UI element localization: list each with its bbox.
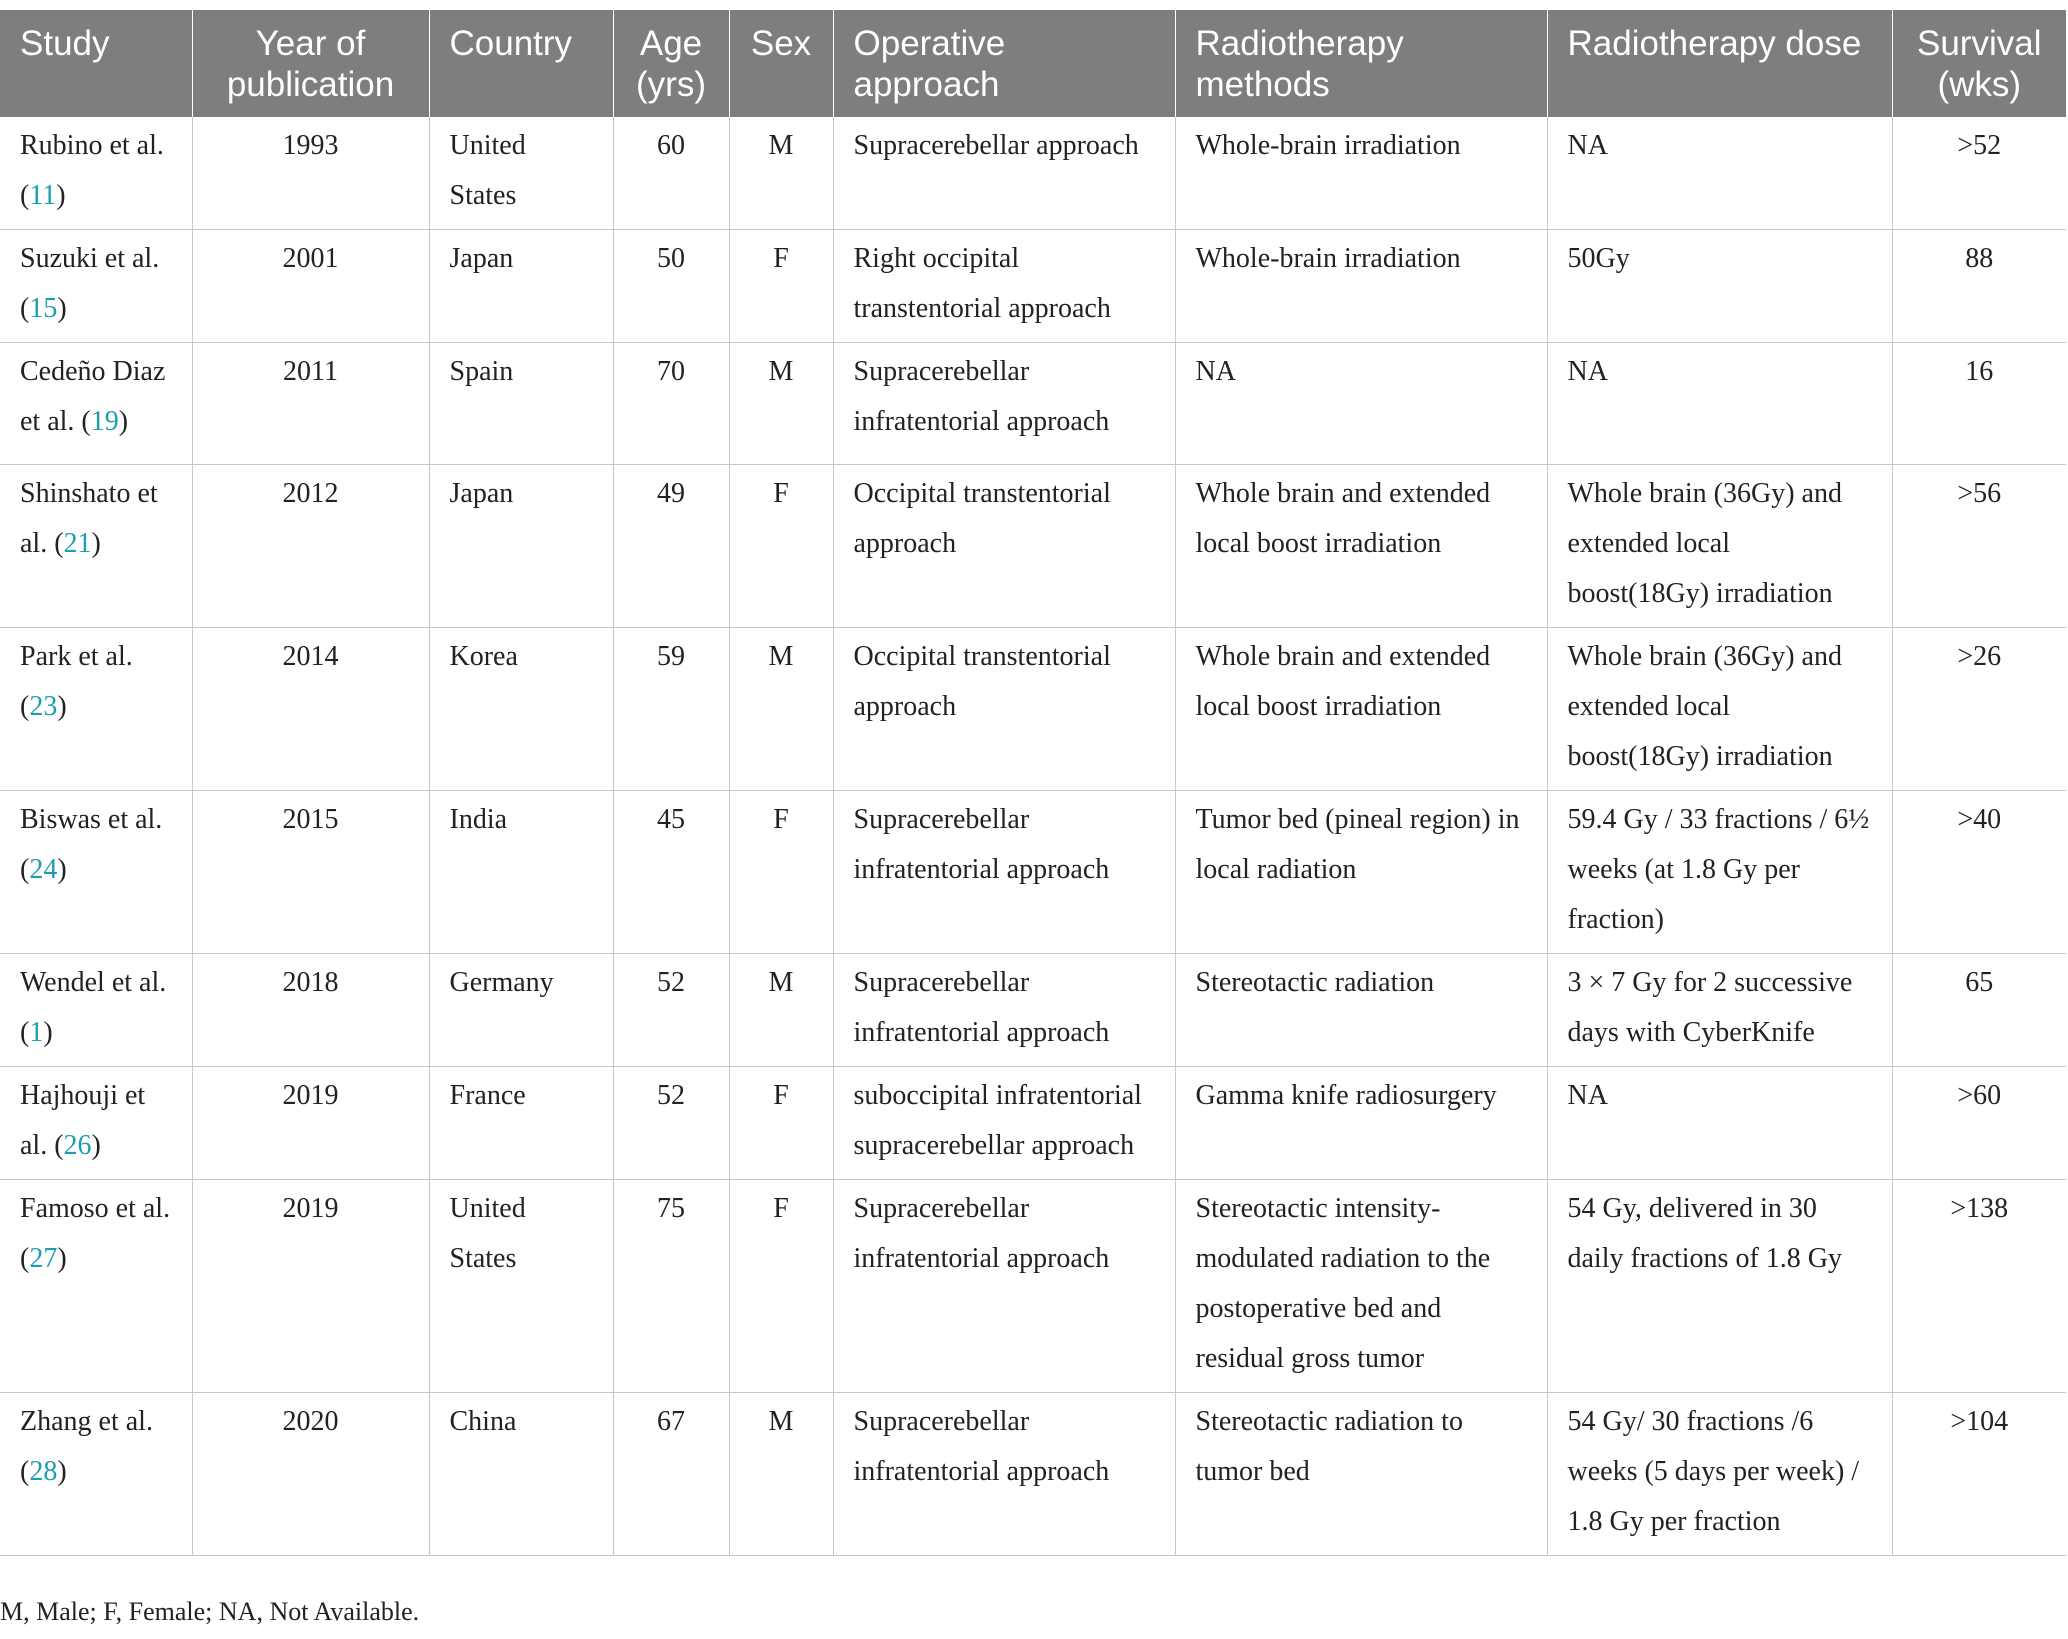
cell-operative-approach: Supracerebellar approach — [833, 117, 1175, 230]
cell-year: 2011 — [192, 343, 429, 465]
header-survival: Survival (wks) — [1892, 10, 2066, 117]
case-reports-table — [0, 10, 2066, 1556]
cell-survival: >40 — [1892, 791, 2066, 954]
cell-radiotherapy-dose: Whole brain (36Gy) and extended local boost(18Gy) irradiation — [1547, 628, 1892, 791]
cell-sex: F — [729, 791, 833, 954]
cell-sex: M — [729, 343, 833, 465]
cell-radiotherapy-dose: 59.4 Gy / 33 fractions / 6½ weeks (at 1.8 Gy per fraction) — [1547, 791, 1892, 954]
cell-operative-approach: Occipital transtentorial approach — [833, 465, 1175, 628]
cell-country: Japan — [429, 465, 613, 628]
header-row — [0, 10, 2066, 117]
cell-sex: M — [729, 117, 833, 230]
reference-link[interactable]: 21 — [63, 528, 92, 559]
cell-operative-approach: Supracerebellar infratentorial approach — [833, 791, 1175, 954]
study-author: Park et al. — [20, 641, 133, 672]
table-row — [0, 1180, 2066, 1393]
table-row — [0, 628, 2066, 791]
cell-study: Rubino et al. (11) — [0, 117, 192, 230]
cell-sex: F — [729, 230, 833, 343]
cell-radiotherapy-method: Stereotactic radiation — [1175, 954, 1547, 1067]
cell-country: India — [429, 791, 613, 954]
cell-age: 50 — [613, 230, 729, 343]
cell-study: Zhang et al. (28) — [0, 1393, 192, 1556]
cell-radiotherapy-method: Stereotactic intensity-modulated radiation to the postoperative bed and residual gross tumor — [1175, 1180, 1547, 1393]
cell-age: 49 — [613, 465, 729, 628]
cell-survival: >56 — [1892, 465, 2066, 628]
table-header — [0, 10, 2066, 117]
reference-link[interactable]: 24 — [29, 854, 58, 885]
study-author: Zhang et al. — [20, 1406, 153, 1437]
cell-study: Famoso et al. (27) — [0, 1180, 192, 1393]
cell-year: 1993 — [192, 117, 429, 230]
study-author: Famoso et al. — [20, 1193, 171, 1224]
cell-sex: M — [729, 1393, 833, 1556]
cell-study: Cedeño Diaz et al. (19) — [0, 343, 192, 465]
table-row — [0, 117, 2066, 230]
cell-year: 2014 — [192, 628, 429, 791]
cell-operative-approach: Supracerebellar infratentorial approach — [833, 343, 1175, 465]
cell-study: Wendel et al. (1) — [0, 954, 192, 1067]
cell-age: 67 — [613, 1393, 729, 1556]
reference-link[interactable]: 1 — [29, 1017, 44, 1048]
study-author: Hajhouji et al. — [20, 1080, 146, 1161]
cell-country: Germany — [429, 954, 613, 1067]
reference-link[interactable]: 15 — [29, 293, 58, 324]
cell-study: Shinshato et al. (21) — [0, 465, 192, 628]
cell-study: Hajhouji et al. (26) — [0, 1067, 192, 1180]
study-author: Shinshato et al. — [20, 478, 158, 559]
cell-age: 52 — [613, 954, 729, 1067]
cell-year: 2015 — [192, 791, 429, 954]
cell-study: Park et al. (23) — [0, 628, 192, 791]
cell-radiotherapy-method: Whole-brain irradiation — [1175, 230, 1547, 343]
cell-year: 2020 — [192, 1393, 429, 1556]
reference-link[interactable]: 28 — [29, 1456, 58, 1487]
cell-survival: 16 — [1892, 343, 2066, 465]
cell-country: China — [429, 1393, 613, 1556]
cell-radiotherapy-dose: NA — [1547, 117, 1892, 230]
cell-survival: 65 — [1892, 954, 2066, 1067]
cell-sex: M — [729, 628, 833, 791]
cell-survival: >26 — [1892, 628, 2066, 791]
cell-year: 2001 — [192, 230, 429, 343]
header-sex: Sex — [729, 10, 833, 117]
header-study: Study — [0, 10, 192, 117]
cell-radiotherapy-dose: 50Gy — [1547, 230, 1892, 343]
cell-survival: >60 — [1892, 1067, 2066, 1180]
cell-operative-approach: suboccipital infratentorial supracerebellar approach — [833, 1067, 1175, 1180]
cell-age: 75 — [613, 1180, 729, 1393]
table-row — [0, 954, 2066, 1067]
cell-sex: F — [729, 465, 833, 628]
cell-sex: F — [729, 1067, 833, 1180]
cell-operative-approach: Supracerebellar infratentorial approach — [833, 1393, 1175, 1556]
cell-country: United States — [429, 117, 613, 230]
cell-country: Spain — [429, 343, 613, 465]
header-operative-approach: Operative approach — [833, 10, 1175, 117]
cell-country: United States — [429, 1180, 613, 1393]
cell-radiotherapy-dose: Whole brain (36Gy) and extended local boost(18Gy) irradiation — [1547, 465, 1892, 628]
header-radiotherapy-methods: Radiotherapy methods — [1175, 10, 1547, 117]
cell-survival: >104 — [1892, 1393, 2066, 1556]
reference-link[interactable]: 11 — [29, 180, 57, 211]
reference-link[interactable]: 23 — [29, 691, 58, 722]
table-row — [0, 465, 2066, 628]
study-author: Wendel et al. — [20, 967, 167, 998]
cell-year: 2019 — [192, 1180, 429, 1393]
cell-sex: M — [729, 954, 833, 1067]
cell-radiotherapy-dose: 3 × 7 Gy for 2 successive days with CyberKnife — [1547, 954, 1892, 1067]
cell-radiotherapy-method: NA — [1175, 343, 1547, 465]
cell-country: Japan — [429, 230, 613, 343]
cell-radiotherapy-method: Gamma knife radiosurgery — [1175, 1067, 1547, 1180]
header-country: Country — [429, 10, 613, 117]
reference-link[interactable]: 26 — [63, 1130, 92, 1161]
cell-age: 70 — [613, 343, 729, 465]
cell-radiotherapy-method: Whole brain and extended local boost irradiation — [1175, 465, 1547, 628]
cell-country: France — [429, 1067, 613, 1180]
data-table-container — [0, 10, 2066, 1556]
cell-country: Korea — [429, 628, 613, 791]
cell-survival: >138 — [1892, 1180, 2066, 1393]
study-author: Suzuki et al. — [20, 243, 160, 274]
table-row — [0, 1393, 2066, 1556]
table-footnote: M, Male; F, Female; NA, Not Available. — [0, 1597, 420, 1626]
header-age: Age (yrs) — [613, 10, 729, 117]
cell-study: Biswas et al. (24) — [0, 791, 192, 954]
cell-radiotherapy-method: Stereotactic radiation to tumor bed — [1175, 1393, 1547, 1556]
cell-age: 60 — [613, 117, 729, 230]
cell-year: 2018 — [192, 954, 429, 1067]
cell-operative-approach: Right occipital transtentorial approach — [833, 230, 1175, 343]
cell-operative-approach: Supracerebellar infratentorial approach — [833, 1180, 1175, 1393]
cell-radiotherapy-dose: 54 Gy/ 30 fractions /6 weeks (5 days per week) / 1.8 Gy per fraction — [1547, 1393, 1892, 1556]
study-author: Rubino et al. — [20, 130, 164, 161]
table-body — [0, 117, 2066, 1556]
cell-age: 52 — [613, 1067, 729, 1180]
reference-link[interactable]: 27 — [29, 1243, 58, 1274]
cell-radiotherapy-dose: NA — [1547, 1067, 1892, 1180]
cell-radiotherapy-method: Whole brain and extended local boost irradiation — [1175, 628, 1547, 791]
table-row — [0, 791, 2066, 954]
cell-radiotherapy-method: Whole-brain irradiation — [1175, 117, 1547, 230]
cell-age: 59 — [613, 628, 729, 791]
reference-link[interactable]: 19 — [90, 406, 119, 437]
cell-survival: 88 — [1892, 230, 2066, 343]
table-row — [0, 343, 2066, 465]
header-radiotherapy-dose: Radiotherapy dose — [1547, 10, 1892, 117]
study-author: Biswas et al. — [20, 804, 163, 835]
cell-operative-approach: Occipital transtentorial approach — [833, 628, 1175, 791]
cell-year: 2012 — [192, 465, 429, 628]
cell-radiotherapy-dose: NA — [1547, 343, 1892, 465]
cell-radiotherapy-dose: 54 Gy, delivered in 30 daily fractions of 1.8 Gy — [1547, 1180, 1892, 1393]
cell-study: Suzuki et al. (15) — [0, 230, 192, 343]
table-row — [0, 1067, 2066, 1180]
table-row — [0, 230, 2066, 343]
header-year: Year of publication — [192, 10, 429, 117]
cell-sex: F — [729, 1180, 833, 1393]
cell-age: 45 — [613, 791, 729, 954]
study-author: Cedeño Diaz et al. — [20, 356, 166, 437]
cell-radiotherapy-method: Tumor bed (pineal region) in local radiation — [1175, 791, 1547, 954]
cell-survival: >52 — [1892, 117, 2066, 230]
cell-year: 2019 — [192, 1067, 429, 1180]
cell-operative-approach: Supracerebellar infratentorial approach — [833, 954, 1175, 1067]
